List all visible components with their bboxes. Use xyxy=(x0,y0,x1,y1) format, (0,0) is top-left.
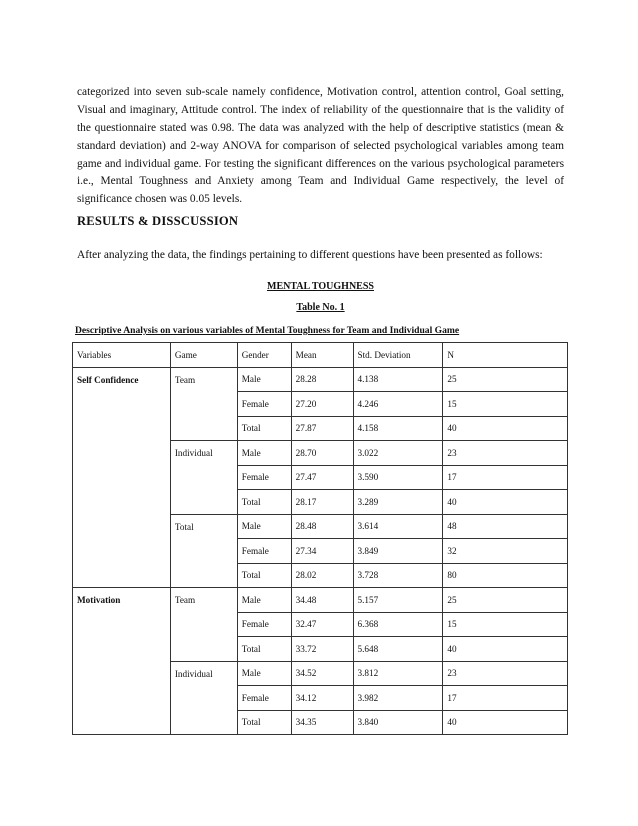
mean-cell: 28.02 xyxy=(291,563,353,588)
gender-cell: Total xyxy=(237,490,291,515)
n-cell: 25 xyxy=(443,588,568,613)
section-heading: RESULTS & DISSCUSSION xyxy=(77,214,239,228)
gender-cell: Female xyxy=(237,539,291,564)
mean-cell: 27.87 xyxy=(291,416,353,441)
header-cell: Gender xyxy=(237,343,291,368)
intro-paragraph: categorized into seven sub-scale namely confidence, Motivation control, attention control, Goal setting, Visual and imaginary, Attitude control. The index of reliability of the questionnaire that is the validity of the questionnaire stated was 0.98. The data was analyzed with the help of descriptive statistics (mean & standard deviation) and 2-way ANOVA for comparison of selected psychological variables among team game and individual game. For testing the significant differences on the various psychological parameters i.e., Mental Toughness and Anxiety among Team and Individual Game respectively, the level of significance chosen was 0.05 levels. xyxy=(77,86,564,206)
gender-cell: Male xyxy=(237,514,291,539)
table-body xyxy=(73,343,568,735)
gender-cell: Female xyxy=(237,465,291,490)
std-deviation-cell: 3.614 xyxy=(353,514,443,539)
mean-cell: 28.70 xyxy=(291,441,353,466)
std-deviation-cell: 4.246 xyxy=(353,392,443,417)
mean-cell: 28.28 xyxy=(291,367,353,392)
game-cell: Individual xyxy=(170,661,237,735)
mean-cell: 34.35 xyxy=(291,710,353,735)
gender-cell: Female xyxy=(237,686,291,711)
mean-cell: 28.48 xyxy=(291,514,353,539)
variable-cell: Motivation xyxy=(73,588,171,735)
n-cell: 48 xyxy=(443,514,568,539)
std-deviation-cell: 6.368 xyxy=(353,612,443,637)
gender-cell: Male xyxy=(237,588,291,613)
header-cell: Game xyxy=(170,343,237,368)
n-cell: 15 xyxy=(443,612,568,637)
game-cell: Individual xyxy=(170,441,237,515)
std-deviation-cell: 5.648 xyxy=(353,637,443,662)
gender-cell: Male xyxy=(237,367,291,392)
mean-cell: 27.20 xyxy=(291,392,353,417)
std-deviation-cell: 3.812 xyxy=(353,661,443,686)
n-cell: 40 xyxy=(443,637,568,662)
n-cell: 15 xyxy=(443,392,568,417)
gender-cell: Male xyxy=(237,661,291,686)
table-caption: Descriptive Analysis on various variables of Mental Toughness for Team and Individual Game xyxy=(75,325,460,336)
std-deviation-cell: 3.849 xyxy=(353,539,443,564)
n-cell: 40 xyxy=(443,416,568,441)
n-cell: 40 xyxy=(443,490,568,515)
n-cell: 17 xyxy=(443,686,568,711)
gender-cell: Total xyxy=(237,563,291,588)
std-deviation-cell: 3.840 xyxy=(353,710,443,735)
n-cell: 23 xyxy=(443,441,568,466)
std-deviation-cell: 5.157 xyxy=(353,588,443,613)
game-cell: Team xyxy=(170,367,237,441)
gender-cell: Total xyxy=(237,637,291,662)
mean-cell: 34.12 xyxy=(291,686,353,711)
mean-cell: 34.48 xyxy=(291,588,353,613)
header-cell: Mean xyxy=(291,343,353,368)
std-deviation-cell: 3.289 xyxy=(353,490,443,515)
game-cell: Team xyxy=(170,588,237,662)
game-cell: Total xyxy=(170,514,237,588)
n-cell: 25 xyxy=(443,367,568,392)
header-cell: Std. Deviation xyxy=(353,343,443,368)
results-paragraph: After analyzing the data, the findings pertaining to different questions have been presented as follows: xyxy=(77,249,543,262)
gender-cell: Total xyxy=(237,710,291,735)
std-deviation-cell: 3.728 xyxy=(353,563,443,588)
table-header-row xyxy=(73,343,568,368)
mean-cell: 27.47 xyxy=(291,465,353,490)
mean-cell: 27.34 xyxy=(291,539,353,564)
mean-cell: 28.17 xyxy=(291,490,353,515)
std-deviation-cell: 4.158 xyxy=(353,416,443,441)
gender-cell: Female xyxy=(237,392,291,417)
gender-cell: Male xyxy=(237,441,291,466)
table-number: Table No. 1 xyxy=(296,302,345,313)
std-deviation-cell: 3.590 xyxy=(353,465,443,490)
std-deviation-cell: 4.138 xyxy=(353,367,443,392)
mean-cell: 34.52 xyxy=(291,661,353,686)
n-cell: 40 xyxy=(443,710,568,735)
header-cell: N xyxy=(443,343,568,368)
std-deviation-cell: 3.982 xyxy=(353,686,443,711)
n-cell: 23 xyxy=(443,661,568,686)
variable-cell: Self Confidence xyxy=(73,367,171,588)
table-row xyxy=(73,588,568,613)
mean-cell: 33.72 xyxy=(291,637,353,662)
mean-cell: 32.47 xyxy=(291,612,353,637)
gender-cell: Total xyxy=(237,416,291,441)
descriptive-table xyxy=(72,342,568,735)
n-cell: 80 xyxy=(443,563,568,588)
table-row xyxy=(73,367,568,392)
header-cell: Variables xyxy=(73,343,171,368)
gender-cell: Female xyxy=(237,612,291,637)
n-cell: 17 xyxy=(443,465,568,490)
n-cell: 32 xyxy=(443,539,568,564)
std-deviation-cell: 3.022 xyxy=(353,441,443,466)
table-section-title: MENTAL TOUGHNESS xyxy=(267,281,374,292)
